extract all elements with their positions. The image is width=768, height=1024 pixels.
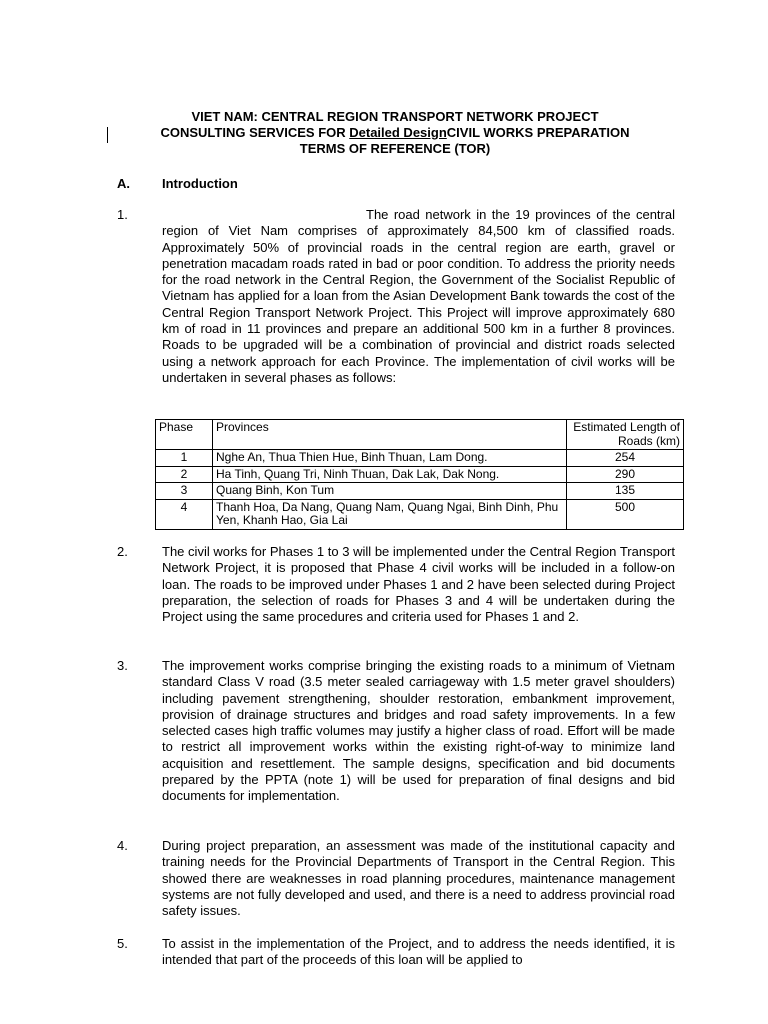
section-title: Introduction	[162, 176, 238, 191]
phase-cell: 3	[156, 483, 213, 500]
header-estimated-length: Estimated Length of Roads (km)	[567, 420, 684, 450]
paragraph-1	[162, 207, 675, 386]
revision-change-bar	[107, 127, 108, 143]
length-cell: 500	[567, 499, 684, 529]
header-phase: Phase	[156, 420, 213, 450]
phase-cell: 1	[156, 450, 213, 467]
table-header-row	[156, 420, 684, 450]
phases-table	[155, 419, 684, 530]
provinces-cell: Quang Binh, Kon Tum	[213, 483, 567, 500]
paragraph-number-4: 4.	[117, 838, 128, 853]
paragraph-number-2: 2.	[117, 544, 128, 559]
length-cell: 290	[567, 466, 684, 483]
length-cell: 254	[567, 450, 684, 467]
table-row	[156, 466, 684, 483]
table-row	[156, 483, 684, 500]
paragraph-1-text: The road network in the 19 provinces of the central region of Viet Nam comprises of approximately 84,500 km of classified roads. Approximately 50% of provincial roads in the central region are earth, gravel or penetration macadam roads rated in bad or poor condition. To address the priority needs for the road network in the Central Region, the Government of the Socialist Republic of Vietnam has applied for a loan from the Asian Development Bank towards the cost of the Central Region Transport Network Project. This Project will improve approximately 680 km of road in 11 provinces and prepare an additional 500 km in a further 8 provinces. Roads to be upgraded will be a combination of provincial and district roads selected using a network approach for each Province. The implementation of civil works will be undertaken in several phases as follows:	[162, 207, 675, 385]
document-title-line-2	[100, 125, 690, 141]
section-letter: A.	[117, 176, 130, 191]
provinces-cell: Ha Tinh, Quang Tri, Ninh Thuan, Dak Lak, Dak Nong.	[213, 466, 567, 483]
document-title-line-3: TERMS OF REFERENCE (TOR)	[299, 141, 491, 156]
provinces-cell: Nghe An, Thua Thien Hue, Binh Thuan, Lam Dong.	[213, 450, 567, 467]
paragraph-5: To assist in the implementation of the Project, and to address the needs identified, it is intended that part of the proceeds of this loan will be applied to	[162, 936, 675, 968]
header-provinces: Provinces	[213, 420, 567, 450]
title-suffix: CIVIL WORKS PREPARATION	[446, 125, 630, 140]
table-row	[156, 499, 684, 529]
title-underlined-text: Detailed Design	[349, 125, 447, 140]
title-prefix: CONSULTING SERVICES FOR	[160, 125, 350, 140]
paragraph-2: The civil works for Phases 1 to 3 will be implemented under the Central Region Transport Network Project, it is proposed that Phase 4 civil works will be included in a follow-on loan. The roads to be improved under Phases 1 and 2 have been selected during Project preparation, the selection of roads for Phases 3 and 4 will be undertaken during the Project using the same procedures and criteria used for Phases 1 and 2.	[162, 544, 675, 625]
length-cell: 135	[567, 483, 684, 500]
phase-cell: 2	[156, 466, 213, 483]
document-title-line-1: VIET NAM: CENTRAL REGION TRANSPORT NETWORK PROJECT	[191, 109, 599, 124]
paragraph-number-5: 5.	[117, 936, 128, 951]
phase-cell: 4	[156, 499, 213, 529]
table-row	[156, 450, 684, 467]
paragraph-number-1: 1.	[117, 207, 128, 222]
paragraph-4: During project preparation, an assessment was made of the institutional capacity and training needs for the Provincial Departments of Transport in the Central Region. This showed there are weaknesses in road planning procedures, maintenance management systems are not fully developed and used, and there is a need to address provincial road safety issues.	[162, 838, 675, 919]
paragraph-number-3: 3.	[117, 658, 128, 673]
paragraph-3: The improvement works comprise bringing the existing roads to a minimum of Vietnam standard Class V road (3.5 meter sealed carriageway with 1.5 meter gravel shoulders) including pavement strengthening, shoulder restoration, embankment improvement, provision of drainage structures and bridges and road safety improvements. In a few selected cases high traffic volumes may justify a higher class of road. Effort will be made to restrict all improvement works within the existing right-of-way to minimize land acquisition and resettlement. The sample designs, specification and bid documents prepared by the PPTA (note 1) will be used for preparation of final designs and bid documents for implementation.	[162, 658, 675, 804]
provinces-cell: Thanh Hoa, Da Nang, Quang Nam, Quang Ngai, Binh Dinh, Phu Yen, Khanh Hao, Gia Lai	[213, 499, 567, 529]
